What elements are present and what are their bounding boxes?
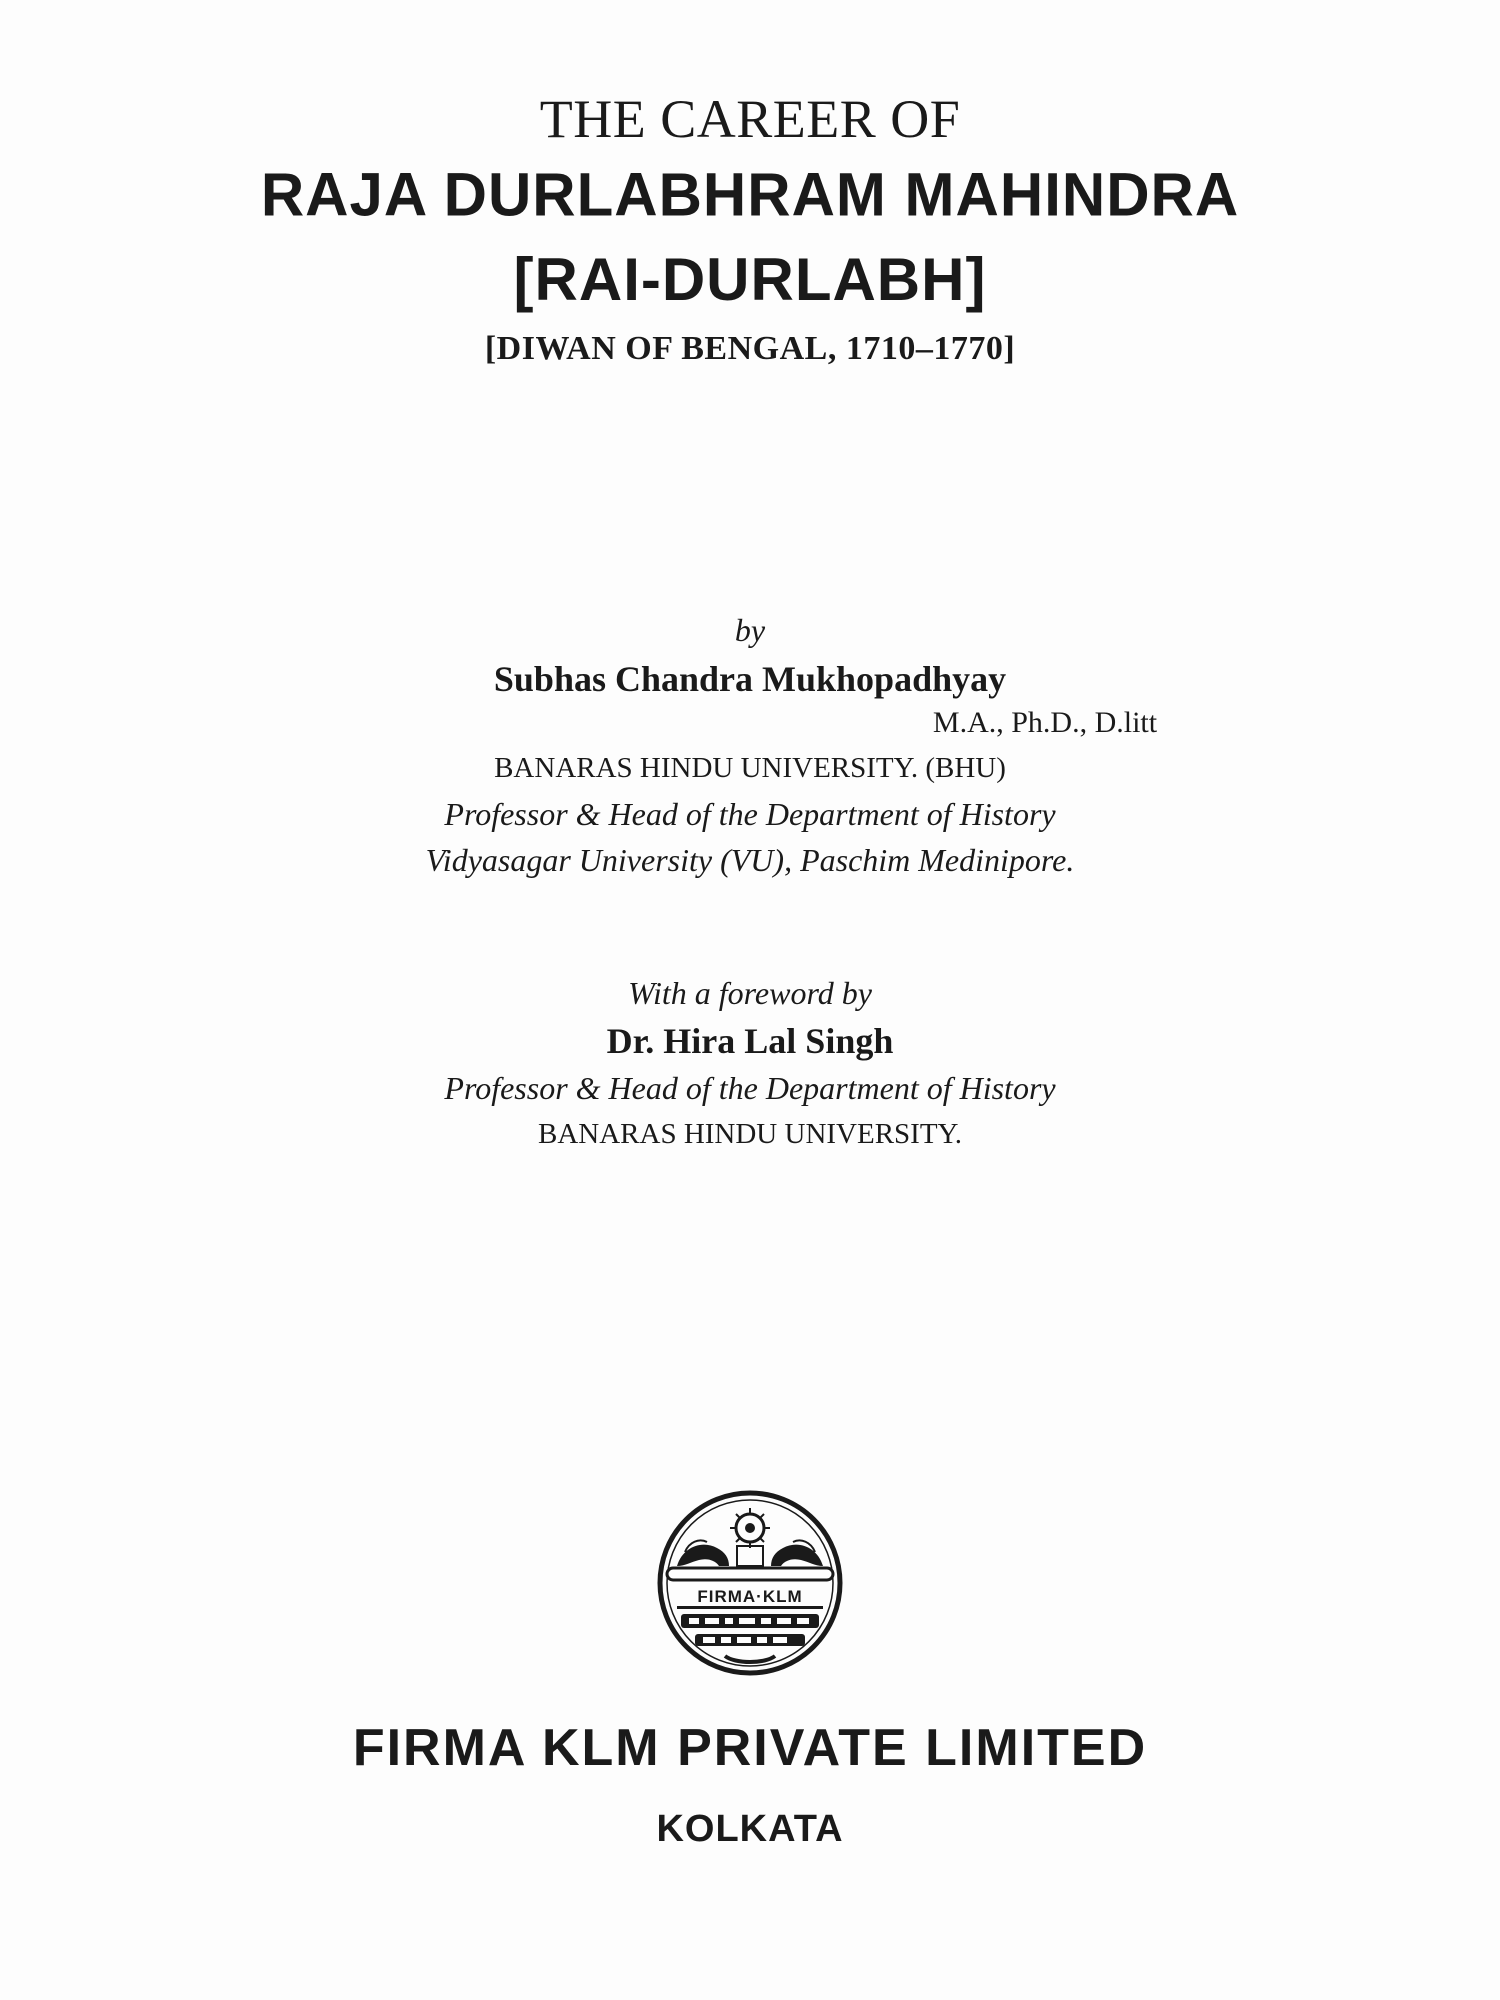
svg-text:FIRMA·KLM: FIRMA·KLM — [697, 1587, 803, 1606]
foreword-author-position: Professor & Head of the Department of History — [444, 1070, 1056, 1106]
book-alt-title: [RAI-DURLABH] — [513, 246, 987, 313]
foreword-author-name: Dr. Hira Lal Singh — [606, 1021, 894, 1061]
book-title: RAJA DURLABHRAM MAHINDRA — [260, 160, 1240, 229]
author-institution: Vidyasagar University (VU), Paschim Medinipore. — [425, 842, 1075, 878]
foreword-label: With a foreword by — [628, 975, 872, 1011]
publisher-city: KOLKATA — [656, 1808, 844, 1850]
author-university: BANARAS HINDU UNIVERSITY. (BHU) — [494, 752, 1006, 784]
by-label: by — [734, 612, 766, 648]
author-position: Professor & Head of the Department of History — [444, 796, 1056, 832]
author-degrees: M.A., Ph.D., D.litt — [932, 706, 1158, 739]
publisher-name: FIRMA KLM PRIVATE LIMITED — [352, 1719, 1148, 1777]
publisher-seal-icon — [655, 1488, 845, 1678]
book-subtitle: [DIWAN OF BENGAL, 1710–1770] — [484, 330, 1016, 367]
foreword-author-university: BANARAS HINDU UNIVERSITY. — [537, 1118, 962, 1150]
title-prefix: THE CAREER OF — [539, 89, 961, 149]
author-name: Subhas Chandra Mukhopadhyay — [493, 659, 1007, 699]
